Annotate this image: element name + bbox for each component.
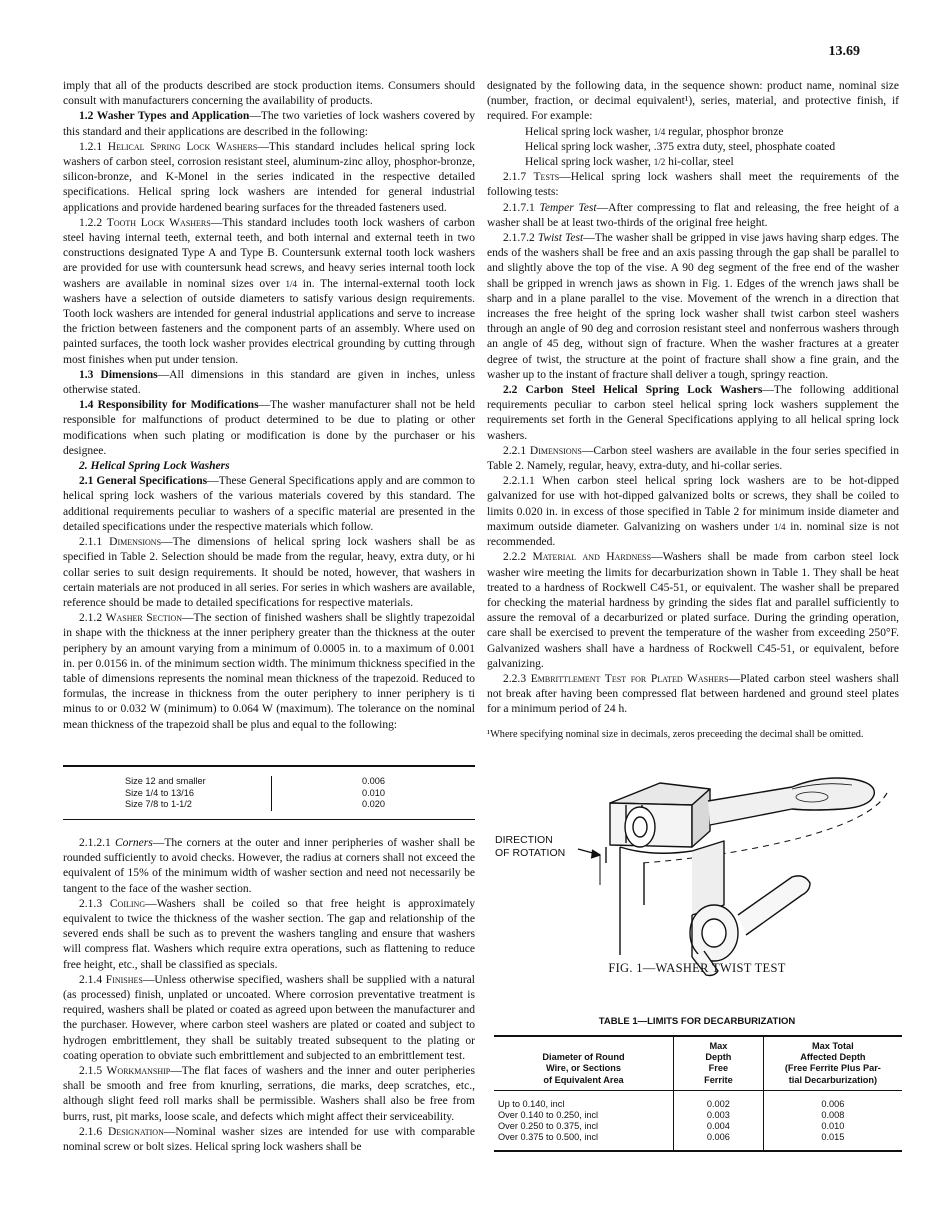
section-number: 2.1.7.1 <box>503 201 535 214</box>
table-row <box>63 776 475 788</box>
section-2-2-2 <box>487 550 899 672</box>
section-2-2-1 <box>487 444 899 474</box>
header-line: Affected Depth <box>800 1052 866 1063</box>
section-number: 2.1.3 <box>79 897 103 910</box>
body-text: —Unless otherwise specified, washers shall be supplied with a natural (as processed) finish, unplated or uncoated. Where corrosion preventative treatment is required, washers shall be plated or coated as agreed upon between the manufacturer and the purchaser. However, where carbon steel washers are plated or coated and subject to hydrogen embrittlement, they shall be suitably treated subsequent to the plating or coating operation to obviate such embrittlement and subjected to an embrittlement test. <box>63 973 475 1062</box>
header-line: Max Total <box>812 1041 854 1051</box>
page-number: 13.69 <box>828 44 860 59</box>
example-text: Helical spring lock washer, <box>525 156 651 169</box>
table-row <box>494 1090 902 1110</box>
body-text: —Carbon steel washers are available in the four series specified in Table 2. Namely, regular, heavy, extra-duty, and hi-collar series. <box>487 444 899 473</box>
rotation-label-line-2: OF ROTATION <box>495 847 566 859</box>
body-text: —Helical spring lock washers shall meet the requirements of the following tests: <box>487 171 899 199</box>
section-1-2 <box>63 109 475 139</box>
header-line: Free <box>708 1063 729 1074</box>
example-text: Helical spring lock washer, <box>525 125 651 138</box>
footnote: ¹Where specifying nominal size in decimals, zeros preceeding the decimal shall be omitted. <box>487 728 864 740</box>
section-title: Coiling <box>109 897 146 910</box>
section-number: 2.2.3 <box>503 672 527 685</box>
max-depth-cell: 0.004 <box>674 1121 764 1132</box>
washer-twist-illustration <box>492 765 902 977</box>
max-depth-cell: 0.002 <box>674 1090 764 1110</box>
section-2-1-5 <box>63 1064 475 1125</box>
heading: 1.3 Dimensions <box>79 368 158 381</box>
section-title: Twist Test <box>537 232 584 245</box>
figure-caption: FIG. 1—WASHER TWIST TEST <box>608 961 786 975</box>
heading: 1.2 Washer Types and Application <box>79 110 250 123</box>
section-1-3 <box>63 368 475 398</box>
header-line: Ferrite <box>704 1074 733 1085</box>
header-max-depth <box>674 1036 764 1090</box>
table-header-row <box>494 1036 902 1090</box>
example-text: regular, phosphor bronze <box>668 125 784 138</box>
table-row <box>494 1132 902 1150</box>
body-text: When carbon steel helical spring lock washers are to be hot-dipped galvanized for use with hot-dipped galvanized bolts or screws, they shall be coiled to limits 0.020 in. in excess of those specified in Table 2 for minimum inside diameter and maximum outside diameter. Galvanizing on washers under <box>487 475 899 533</box>
diameter-cell: Over 0.375 to 0.500, incl <box>498 1132 599 1143</box>
max-depth-cell: 0.006 <box>674 1132 764 1150</box>
section-2-1-7 <box>487 170 899 200</box>
max-depth-cell: 0.003 <box>674 1110 764 1121</box>
section-title: Helical Spring Lock Washers <box>107 140 258 153</box>
section-2-1-7-1 <box>487 201 899 231</box>
section-2-2-3 <box>487 672 899 718</box>
header-line: Wire, or Sections <box>546 1063 621 1074</box>
diameter-cell: Over 0.250 to 0.375, incl <box>498 1121 599 1132</box>
paragraph: designated by the following data, in the sequence shown: product name, nominal size (number, fraction, or decimal equivalent¹), series, material, and protective finish, if required. For example: <box>487 80 899 123</box>
table-row <box>494 1110 902 1121</box>
body-text: —Nominal washer sizes are intended for use with comparable nominal screw or bolt sizes. Helical spring lock washers shall be <box>63 1125 475 1154</box>
tolerance-cell: 0.010 <box>362 787 385 798</box>
fraction: 1/4 <box>774 521 786 532</box>
body-text: —These General Specifications apply and are common to helical spring lock washers of the various materials covered by this standard. The additional requirements peculiar to washers of a specific material are presented in the detailed specifications under the respective materials which follow. <box>63 475 475 533</box>
section-number: 2.1.2.1 <box>79 837 111 849</box>
section-number: 1.2.2 <box>79 216 103 229</box>
heading: 1.4 Responsibility for Modifications <box>79 399 259 412</box>
body-text: —Plated carbon steel washers shall not break after having been compressed flat between hardened and ground steel plates for a minimum period of 24 h. <box>487 672 899 716</box>
max-total-depth-cell: 0.010 <box>763 1121 902 1132</box>
example-line: Helical spring lock washer, .375 extra duty, steel, phosphate coated <box>525 140 836 153</box>
fraction: 1/4 <box>653 126 666 137</box>
body-text: —The washer shall be gripped in vise jaws having sharp edges. The ends of the washers shall be free and an axis passing through the gap shall be parallel to and slightly above the top of the vise. A 90 deg segment of the free end of the washer shall be gripped in wrench jaws as shown in Fig. 1. Edges of the wrench jaws shall be sharp and in a plane parallel to the vise. Movement of the wrench in a direction that increases the free height of the spring lock washer shall twist carbon steel washers through an angle of 90 deg and corrosion resistant steel and nonferrous washers through an angle of 45 deg, without sign of fracture. When the washer fractures at a greater degree of twist, the structure at the point of fracture shall show a fine grain, and the washer up to the instant of fracture shall deliver a tough, springy reaction. <box>487 232 899 381</box>
section-2-2-1-1 <box>487 474 899 550</box>
fraction: 1/4 <box>285 278 298 289</box>
diameter-cell: Over 0.140 to 0.250, incl <box>498 1110 599 1121</box>
body-text: —The section of finished washers shall be slightly trapezoidal in shape with the thickness at the inner periphery greater than the thickness at the outer periphery by an amount varying from a minimum of 0.0005 in. to a maximum of 0.001 in. per 0.0156 in. of the minimum section width. The minimum thickness specified in the table of dimensions represents the nominal mean thickness of the trapezoid. Reduced to formulas, the increase in thickness from the outer periphery to inner periphery is ti minus to or 0.032 W (minimum) to 0.064 W (maximum). The tolerance on the nominal mean thickness of the trapezoid shall be plus and equal to the following: <box>63 612 475 731</box>
body-text: —The washer manufacturer shall not be held responsible for malfunctions of product determined to be due to plating or other modifications when such plating or modification is done by the purchaser or his designee. <box>63 399 475 457</box>
header-line: (Free Ferrite Plus Par- <box>784 1063 881 1074</box>
section-number: 2.1.6 <box>79 1125 103 1138</box>
section-title: Embrittlement Test for Plated Washers <box>530 672 729 685</box>
body-text: —All dimensions in this standard are given in inches, unless otherwise stated. <box>63 368 475 397</box>
section-number: 2.2.1 <box>503 444 527 457</box>
heading: 2.2 Carbon Steel Helical Spring Lock Washers <box>503 384 763 397</box>
tolerance-cell: 0.020 <box>362 799 385 809</box>
body-text: —This standard includes helical spring lock washers of carbon steel, corrosion resistant steel, aluminum-zinc alloy, phosphor-bronze, silicon-bronze, and K-Monel in the series indicated in the respective detailed specifications. Helical spring lock washers are intended for general industrial applications and provide hardened bearing surfaces for the threaded fasteners used. <box>63 140 475 214</box>
heading: 2.1 General Specifications <box>79 475 208 488</box>
section-title: Corners <box>114 837 153 849</box>
section-2-1-7-2 <box>487 231 899 383</box>
section-2-2 <box>487 383 899 444</box>
max-total-depth-cell: 0.008 <box>763 1110 902 1121</box>
section-2-1-6 <box>63 1125 475 1155</box>
section-2-1-1 <box>63 535 475 611</box>
left-column-lower <box>63 836 475 1155</box>
size-range-cell: Size 7/8 to 1-1/2 <box>63 799 272 811</box>
decarburization-table-title: TABLE 1—LIMITS FOR DECARBURIZATION <box>598 1016 796 1027</box>
section-2 <box>63 459 475 474</box>
body-text: in. nominal size is not recommended. <box>487 520 899 549</box>
diameter-cell: Up to 0.140, incl <box>498 1098 565 1109</box>
section-number: 2.1.5 <box>79 1065 103 1078</box>
section-title: Dimensions <box>109 536 162 549</box>
fraction: 1/2 <box>653 157 666 168</box>
body-text: —The corners at the outer and inner peripheries of washer shall be rounded sufficiently to avoid checks. However, the radius at corners shall not exceed the equivalent of 15% of the minimum width of washer section and need not necessarily be tangent to the face of the washer section. <box>63 837 475 895</box>
size-range-cell: Size 12 and smaller <box>63 776 272 788</box>
section-title: Material and Hardness <box>532 551 652 564</box>
header-max-total-depth <box>763 1036 902 1090</box>
section-number: 2.2.1.1 <box>503 475 535 488</box>
example-line <box>487 155 899 170</box>
section-title: Tests <box>533 171 560 184</box>
body-text: —Washers shall be coiled so that free height is approximately equivalent to twice the thickness of the washer section. The gap and relationship of the severed ends shall be such as to prevent the washers tangling and ensure that washers will compress flat. Washers which require extra operations, such as flattening to reduce free height, etc., shall be classified as specials. <box>63 897 475 971</box>
header-line: Depth <box>705 1052 732 1063</box>
body-text: in. The internal-external tooth lock washers have a selection of outside diameters to satisfy various design requirements. Tooth lock washers are intended for general industrial applications and serve to increase the friction between fasteners and the component parts of an assembly. Where used on painted surfaces, the tooth lock washer provides electrical grounding by cutting through most finishes when put under tension. <box>63 277 475 366</box>
max-total-depth-cell: 0.015 <box>763 1132 902 1150</box>
header-line: of Equivalent Area <box>543 1074 624 1085</box>
table-row <box>63 799 475 811</box>
heading: 2. Helical Spring Lock Washers <box>79 460 230 473</box>
section-title: Dimensions <box>529 444 582 457</box>
paragraph: imply that all of the products described are stock production items. Consumers should consult with manufacturers concerning the availability of products. <box>63 80 475 108</box>
table-row <box>63 788 475 800</box>
tolerance-cell: 0.006 <box>362 776 385 786</box>
section-title: Tooth Lock Washers <box>106 216 211 229</box>
body-text: —The following additional requirements peculiar to carbon steel helical spring lock washers supplement the requirements set forth in the General Specifications applying to all helical spring lock washers. <box>487 384 899 442</box>
body-text: —The flat faces of washers and the inner and outer peripheries shall be smooth and free from knurling, serrations, die marks, deep scratches, etc., although slight feed roll marks shall be permissible. Washers shall also be free from burrs, rust, pit marks, loose scale, and defects which might affect their serviceability. <box>63 1065 476 1123</box>
header-line: Diameter of Round <box>542 1052 625 1063</box>
body-text: —This standard includes tooth lock washers of carbon steel having internal teeth, external teeth, and both internal and external teeth in two constructions designated Type A and Type B. Countersunk external tooth lock washers are provided for use with countersunk head screws, and heavy series internal tooth lock washers are available in nominal sizes over <box>63 216 476 290</box>
section-1-2-2 <box>63 216 475 368</box>
section-number: 2.1.1 <box>79 536 103 549</box>
washer-twist-test-figure <box>492 765 902 977</box>
rotation-label-line-1: DIRECTION <box>495 834 553 846</box>
header-line: tial Decarburization) <box>788 1074 878 1085</box>
body-text: —After compressing to flat and releasing, the free height of a washer shall be at least two-thirds of the original free height. <box>487 201 900 229</box>
section-title: Workmanship <box>106 1065 171 1078</box>
thickness-tolerance-table <box>63 765 475 820</box>
section-number: 2.1.7.2 <box>503 232 535 245</box>
max-total-depth-cell: 0.006 <box>763 1090 902 1110</box>
section-number: 2.2.2 <box>503 551 527 564</box>
section-1-4 <box>63 398 475 459</box>
section-number: 1.2.1 <box>79 140 103 153</box>
section-2-1 <box>63 474 475 535</box>
header-line: Max <box>709 1041 728 1051</box>
section-number: 2.1.2 <box>79 612 103 625</box>
section-number: 2.1.4 <box>79 973 103 986</box>
size-range-cell: Size 1/4 to 13/16 <box>63 788 272 800</box>
section-2-1-2 <box>63 611 475 733</box>
section-1-2-1 <box>63 140 475 216</box>
body-text: —The two varieties of lock washers covered by this standard and their applications are described in the following: <box>63 110 475 138</box>
section-title: Designation <box>107 1125 164 1138</box>
table-row <box>494 1121 902 1132</box>
section-title: Temper Test <box>539 201 597 214</box>
section-2-1-4 <box>63 973 475 1064</box>
left-column <box>63 79 475 733</box>
example-line <box>487 125 899 140</box>
body-text: —Washers shall be made from carbon steel lock washer wire meeting the limits for decarburization shown in Table 1. They shall be heat treated to a hardness of Rockwell C45-51, or equivalent. The washer shall be prepared for checking the material hardness by grinding the sides flat and parallel sufficiently to assure the removal of a decarburized or plated surface. During the grinding operation, care shall be exercised to prevent the temperature of the washer from exceeding 250°F. Galvanized washers shall have a hardness of Rockwell C45-51, or equivalent, before galvanizing. <box>487 551 899 670</box>
section-number: 2.1.7 <box>503 171 527 184</box>
example-text: hi-collar, steel <box>668 156 734 169</box>
section-title: Washer Section <box>105 612 182 625</box>
section-2-1-3 <box>63 897 475 973</box>
header-diameter <box>494 1036 674 1090</box>
section-2-1-2-1 <box>63 836 475 897</box>
decarburization-table <box>494 1035 902 1152</box>
body-text: —The dimensions of helical spring lock washers shall be as specified in Table 2. Selection should be made from the regular, heavy, extra duty, or hi collar series to suit design requirements. It should be noted, however, that washers in certain materials are not produced in all series. For series in which washers are available, reference should be made to detailed specifications for respective materials. <box>63 536 475 609</box>
section-title: Finishes <box>105 973 143 986</box>
right-column <box>487 79 899 742</box>
